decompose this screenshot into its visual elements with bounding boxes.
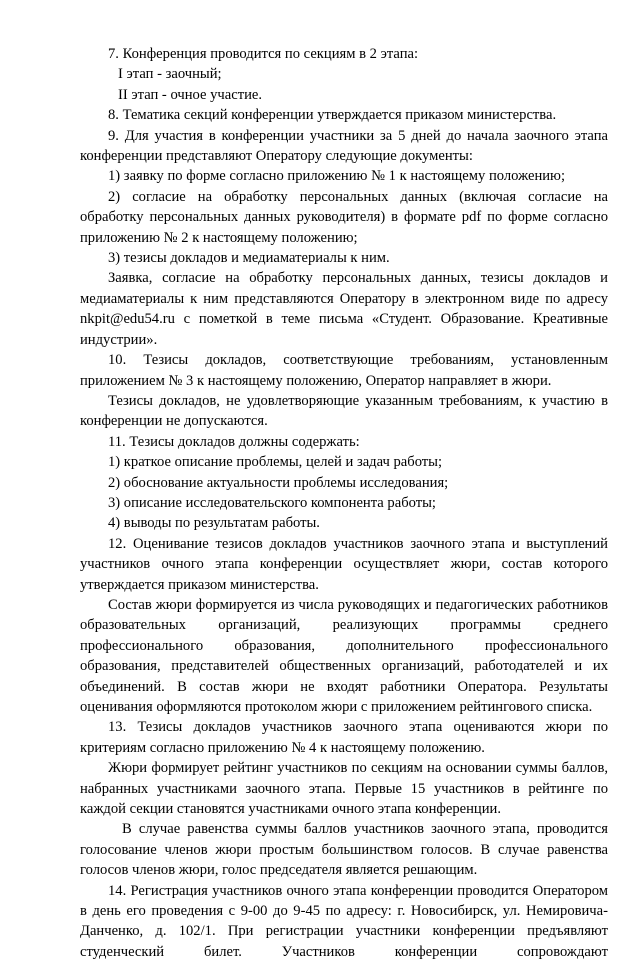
paragraph: Состав жюри формируется из числа руководящих и педагогических работников образовательных организаций, реализующих программы среднего профессионального образования, дополнительного профессионального образования, представителей общественных организаций, работодателей и их объединений. В состав жюри не входят работники Оператора. Результаты оценивания оформляются протоколом жюри с приложением рейтингового списка. (80, 596, 608, 715)
paragraph: 11. Тезисы докладов должны содержать: (108, 433, 360, 450)
paragraph: 14. Регистрация участников очного этапа конференции проводится Оператором в день его проведения с 9-00 до 9-45 по адресу: г. Новосибирск, ул. Немировича-Данченко, д. 102/1. При регистрации участники конференции предъявляют студенческий билет. Участников конференции сопровождают (80, 882, 608, 960)
paragraph: 2) обоснование актуальности проблемы исследования; (108, 474, 449, 491)
paragraph: 8. Тематика секций конференции утверждается приказом министерства. (108, 107, 557, 124)
paragraph: 7. Конференция проводится по секциям в 2 этапа: (108, 46, 419, 62)
paragraph: 12. Оценивание тезисов докладов участников заочного этапа и выступлений участников очного этапа конференции осуществляет жюри, состав которого утверждается приказом министерства. (80, 535, 608, 593)
paragraph: Жюри формирует рейтинг участников по секциям на основании суммы баллов, набранных участниками заочного этапа. Первые 15 участников в рейтинге по каждой секции становятся участниками очного этапа конференции. (80, 760, 608, 818)
paragraph: 1) краткое описание проблемы, целей и задач работы; (108, 454, 443, 471)
paragraph: 2) согласие на обработку персональных данных (включая согласие на обработку персональных данных руководителя) в формате pdf по форме согласно приложению № 2 к настоящему положению; (80, 188, 608, 246)
paragraph: 3) описание исследовательского компонента работы; (108, 494, 436, 511)
paragraph: Заявка, согласие на обработку персональных данных, тезисы докладов и медиаматериалы к ним представляются Оператору в электронном виде по адресу nkpit@edu54.ru с пометкой в теме письма «Студент. Образование. Креативные индустрии». (80, 270, 608, 348)
paragraph: I этап - заочный; (118, 66, 222, 83)
paragraph: 3) тезисы докладов и медиаматериалы к ним. (108, 250, 390, 267)
paragraph: В случае равенства суммы баллов участников заочного этапа, проводится голосование членов жюри простым большинством голосов. В случае равенства голосов членов жюри, голос председателя является решающим. (80, 821, 608, 879)
paragraph: 13. Тезисы докладов участников заочного этапа оцениваются жюри по критериям согласно приложению № 4 к настоящему положению. (80, 719, 608, 756)
paragraph: II этап - очное участие. (118, 86, 263, 103)
paragraph: 4) выводы по результатам работы. (108, 515, 320, 532)
paragraph: Тезисы докладов, не удовлетворяющие указанным требованиям, к участию в конференции не допускаются. (80, 392, 608, 430)
paragraph: 10. Тезисы докладов, соответствующие требованиям, установленным приложением № 3 к настоящему положению, Оператор направляет в жюри. (80, 352, 608, 389)
paragraph: 1) заявку по форме согласно приложению № 1 к настоящему положению; (108, 168, 566, 185)
paragraph: 9. Для участия в конференции участники за 5 дней до начала заочного этапа конференции представляют Оператору следующие документы: (80, 127, 608, 165)
